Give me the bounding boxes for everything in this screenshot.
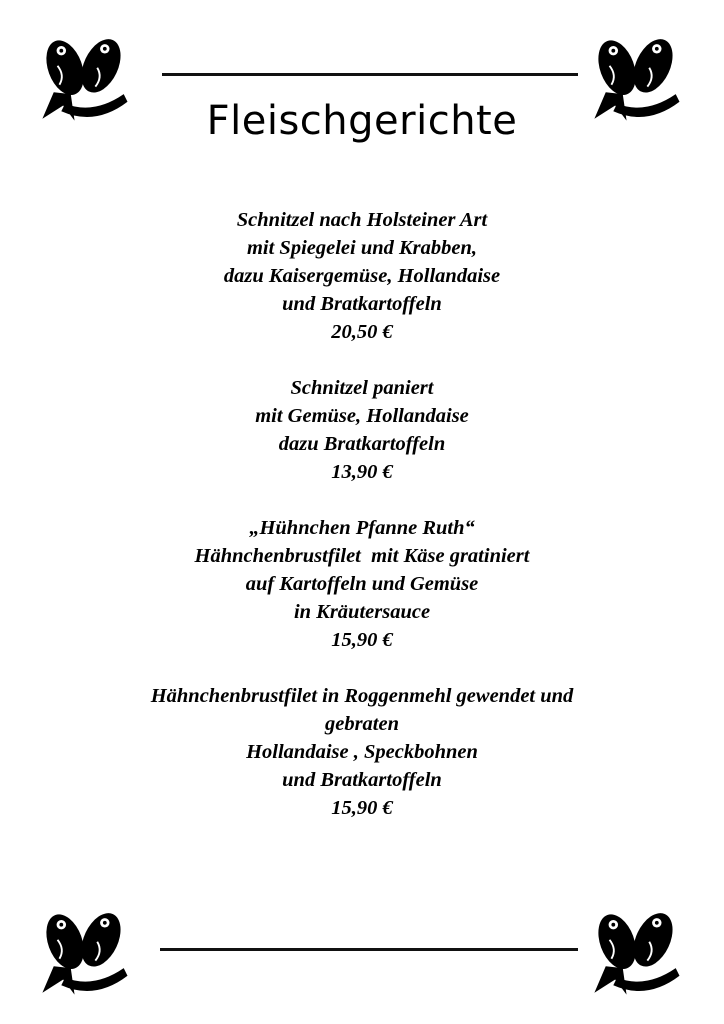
dish-description-line: und Bratkartoffeln [282,293,442,315]
menu-item [0,206,724,346]
dish-description-line: in Kräutersauce [293,601,431,623]
dish-price: 15,90 € [331,797,393,819]
menu-item [0,514,724,654]
page-title: Fleischgerichte [206,98,518,144]
dish-description-line: mit Spiegelei und Krabben, [246,237,478,259]
dish-description-line: gebraten [324,713,400,735]
dish-price: 20,50 € [331,321,393,343]
dish-price: 15,90 € [331,629,393,651]
bottom-divider [160,948,578,951]
dish-description-line: dazu Bratkartoffeln [278,433,446,455]
fish-decoration-icon [36,902,132,1006]
dish-description-line: Schnitzel paniert [290,377,434,399]
menu-list [0,206,724,850]
dish-description-line: Hähnchenbrustfilet mit Käse gratiniert [194,545,530,567]
top-divider [162,73,578,76]
dish-description-line: mit Gemüse, Hollandaise [255,405,469,427]
dish-description-line: auf Kartoffeln und Gemüse [245,573,479,595]
dish-description-line: Hähnchenbrustfilet in Roggenmehl gewendet und [150,685,574,707]
dish-description-line: dazu Kaisergemüse, Hollandaise [223,265,501,287]
dish-description-line: Hollandaise , Speckbohnen [246,741,478,763]
menu-item [0,682,724,822]
dish-price: 13,90 € [331,461,393,483]
menu-item [0,374,724,486]
dish-description-line: Schnitzel nach Holsteiner Art [236,209,488,231]
fish-decoration-icon [588,902,684,1006]
dish-description-line: und Bratkartoffeln [282,769,442,791]
dish-description-line: „Hühnchen Pfanne Ruth“ [249,517,475,539]
